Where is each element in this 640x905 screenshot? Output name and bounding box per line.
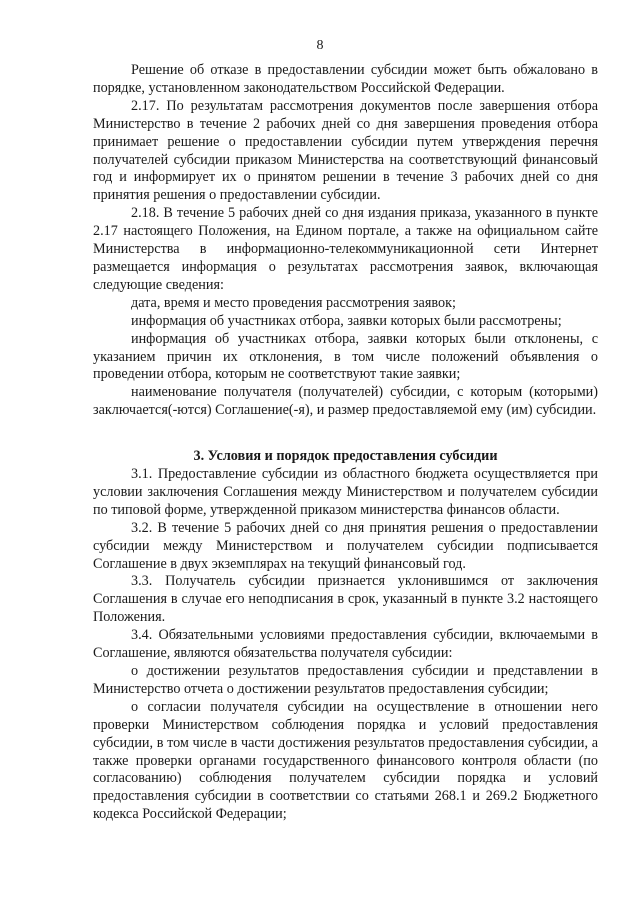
page-number: 8 [316, 38, 324, 53]
list-item-results-report: о достижении результатов предоставления субсидии и представлении в Министерство отчета о достижении результатов предоставления субсидии; [93, 663, 598, 697]
paragraph-2-17: 2.17. По результатам рассмотрения документов после завершения отбора Министерство в течение 2 рабочих дней со дня завершения проведения отбора принимает решение о предоставлении субсидии путем утверждения перечня получателей субсидии приказом Министерства на соответствующий финансовый год и информирует их о принятом решении в течение 3 рабочих дней со дня принятия решения о предоставлении субсидии. [93, 97, 598, 204]
section-spacer [93, 420, 598, 434]
paragraph-2-18: 2.18. В течение 5 рабочих дней со дня издания приказа, указанного в пункте 2.17 настоящего Положения, на Едином портале, а также на официальном сайте Министерства в информационно-телекоммуникационной сети Интернет размещается информация о результатах рассмотрения заявок, включающая следующие сведения: [93, 205, 598, 293]
paragraph-3-2: 3.2. В течение 5 рабочих дней со дня принятия решения о предоставлении субсидии между Министерством и получателем субсидии подписывается Соглашение в двух экземплярах на текущий финансовый год. [93, 519, 598, 572]
list-item-rejected-participants: информация об участниках отбора, заявки которых были отклонены, с указанием причин их отклонения, в том числе положений объявления о проведении отбора, которым не соответствуют такие заявки; [93, 330, 598, 383]
paragraph-3-4: 3.4. Обязательными условиями предоставления субсидии, включаемыми в Соглашение, являются обязательства получателя субсидии: [93, 627, 598, 662]
list-item-inspection-consent: о согласии получателя субсидии на осуществление в отношении него проверки Министерством соблюдения порядка и условий предоставления субсидии, в том числе в части достижения результатов предоставления субсидии, а также проверки органами государственного финансового контроля области (по согласованию) соблюдения получателем субсидии порядка и условий предоставления субсидии в соответствии со статьями 268.1 и 269.2 Бюджетного кодекса Российской Федерации; [93, 698, 598, 823]
paragraph-3-3: 3.3. Получатель субсидии признается уклонившимся от заключения Соглашения в случае его неподписания в срок, указанный в пункте 3.2 настоящего Положения. [93, 573, 598, 626]
document-body [93, 62, 598, 824]
list-item-reviewed-participants: информация об участниках отбора, заявки которых были рассмотрены; [131, 312, 562, 329]
list-item-recipients: наименование получателя (получателей) субсидии, с которым (которыми) заключается(-ются) Соглашение(-я), и размер предоставляемой ему (им) субсидии. [93, 384, 598, 419]
list-item-date-time-place: дата, время и место проведения рассмотрения заявок; [131, 294, 456, 311]
paragraph-appeal: Решение об отказе в предоставлении субсидии может быть обжаловано в порядке, установленном законодательством Российской Федерации. [93, 62, 598, 96]
section-title: 3. Условия и порядок предоставления субсидии [193, 448, 498, 465]
paragraph-3-1: 3.1. Предоставление субсидии из областного бюджета осуществляется при условии заключения Соглашения между Министерством и получателем субсидии по типовой форме, утвержденной приказом министерства финансов области. [93, 466, 598, 518]
